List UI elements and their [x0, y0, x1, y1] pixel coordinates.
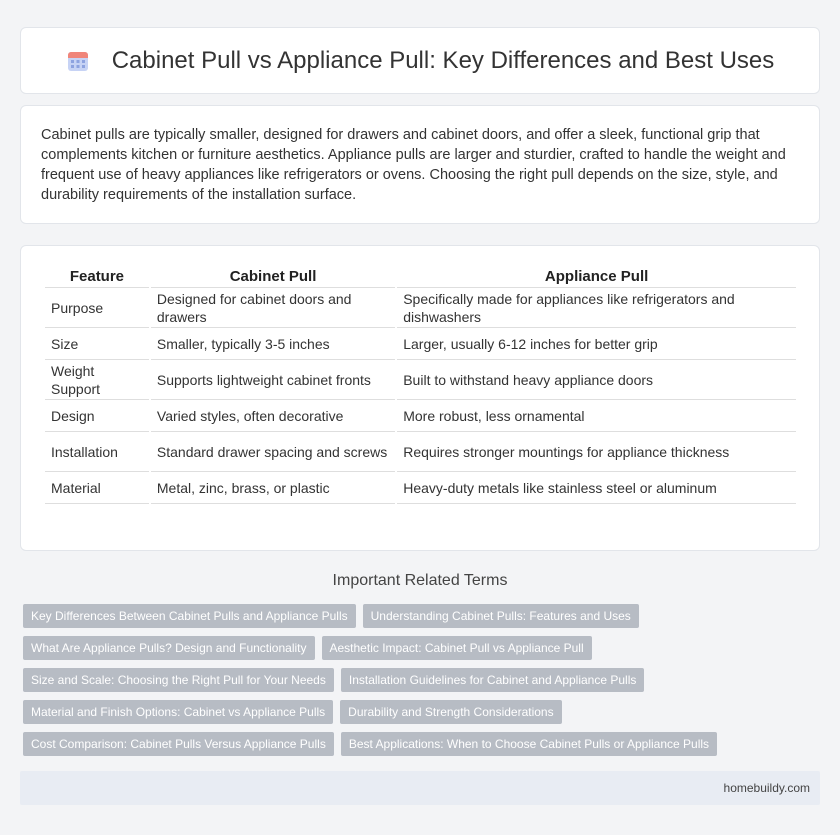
header-card	[20, 27, 820, 94]
term-tag[interactable]: Aesthetic Impact: Cabinet Pull vs Appliance Pull	[322, 636, 592, 660]
table-row	[45, 432, 796, 472]
intro-card	[20, 105, 820, 224]
term-tag[interactable]: Best Applications: When to Choose Cabinet Pulls or Appliance Pulls	[341, 732, 717, 756]
table-row	[45, 288, 796, 328]
term-tag[interactable]: Material and Finish Options: Cabinet vs Appliance Pulls	[23, 700, 333, 724]
table-cell: Weight Support	[45, 360, 149, 400]
table-cell: Installation	[45, 432, 149, 472]
table-cell: Material	[45, 472, 149, 504]
term-tag[interactable]: Installation Guidelines for Cabinet and Appliance Pulls	[341, 668, 645, 692]
table-cell: Designed for cabinet doors and drawers	[151, 288, 395, 328]
footer	[20, 771, 820, 805]
tag-row	[23, 700, 823, 724]
table-cell: Built to withstand heavy appliance doors	[397, 360, 796, 400]
related-terms-list	[23, 604, 823, 764]
header-appliance-pull: Appliance Pull	[397, 266, 796, 288]
header-cabinet-pull: Cabinet Pull	[151, 266, 395, 288]
table-row	[45, 328, 796, 360]
table-cell: Metal, zinc, brass, or plastic	[151, 472, 395, 504]
header-feature: Feature	[45, 266, 149, 288]
tag-row	[23, 604, 823, 628]
comparison-table	[43, 266, 798, 504]
table-cell: Varied styles, often decorative	[151, 400, 395, 432]
tag-row	[23, 732, 823, 756]
table-cell: Size	[45, 328, 149, 360]
table-cell: More robust, less ornamental	[397, 400, 796, 432]
term-tag[interactable]: Cost Comparison: Cabinet Pulls Versus Appliance Pulls	[23, 732, 334, 756]
table-cell: Heavy-duty metals like stainless steel or aluminum	[397, 472, 796, 504]
table-cell: Requires stronger mountings for appliance thickness	[397, 432, 796, 472]
table-row	[45, 360, 796, 400]
table-cell: Larger, usually 6-12 inches for better grip	[397, 328, 796, 360]
table-cell: Design	[45, 400, 149, 432]
tag-row	[23, 636, 823, 660]
table-cell: Specifically made for appliances like refrigerators and dishwashers	[397, 288, 796, 328]
comparison-table-card	[20, 245, 820, 551]
related-terms-title: Important Related Terms	[332, 572, 508, 589]
table-cell: Supports lightweight cabinet fronts	[151, 360, 395, 400]
term-tag[interactable]: Understanding Cabinet Pulls: Features and Uses	[363, 604, 639, 628]
table-header-row	[45, 266, 796, 288]
term-tag[interactable]: Key Differences Between Cabinet Pulls and Appliance Pulls	[23, 604, 356, 628]
page-title: Cabinet Pull vs Appliance Pull: Key Differences and Best Uses	[111, 46, 775, 74]
table-row	[45, 400, 796, 432]
table-cell: Standard drawer spacing and screws	[151, 432, 395, 472]
term-tag[interactable]: Size and Scale: Choosing the Right Pull for Your Needs	[23, 668, 334, 692]
term-tag[interactable]: Durability and Strength Considerations	[340, 700, 561, 724]
table-cell: Smaller, typically 3-5 inches	[151, 328, 395, 360]
intro-text: Cabinet pulls are typically smaller, designed for drawers and cabinet doors, and offer a sleek, functional grip that complements kitchen or furniture aesthetics. Appliance pulls are larger and sturdier, crafted to handle the weight and frequent use of heavy appliances like refrigerators or ovens. Choosing the right pull depends on the size, style, and durability requirements of the installation surface.	[41, 127, 786, 203]
table-cell: Purpose	[45, 288, 149, 328]
term-tag[interactable]: What Are Appliance Pulls? Design and Functionality	[23, 636, 315, 660]
footer-site[interactable]: homebuildy.com	[723, 781, 810, 795]
tag-row	[23, 668, 823, 692]
calendar-icon	[66, 49, 90, 73]
table-row	[45, 472, 796, 504]
